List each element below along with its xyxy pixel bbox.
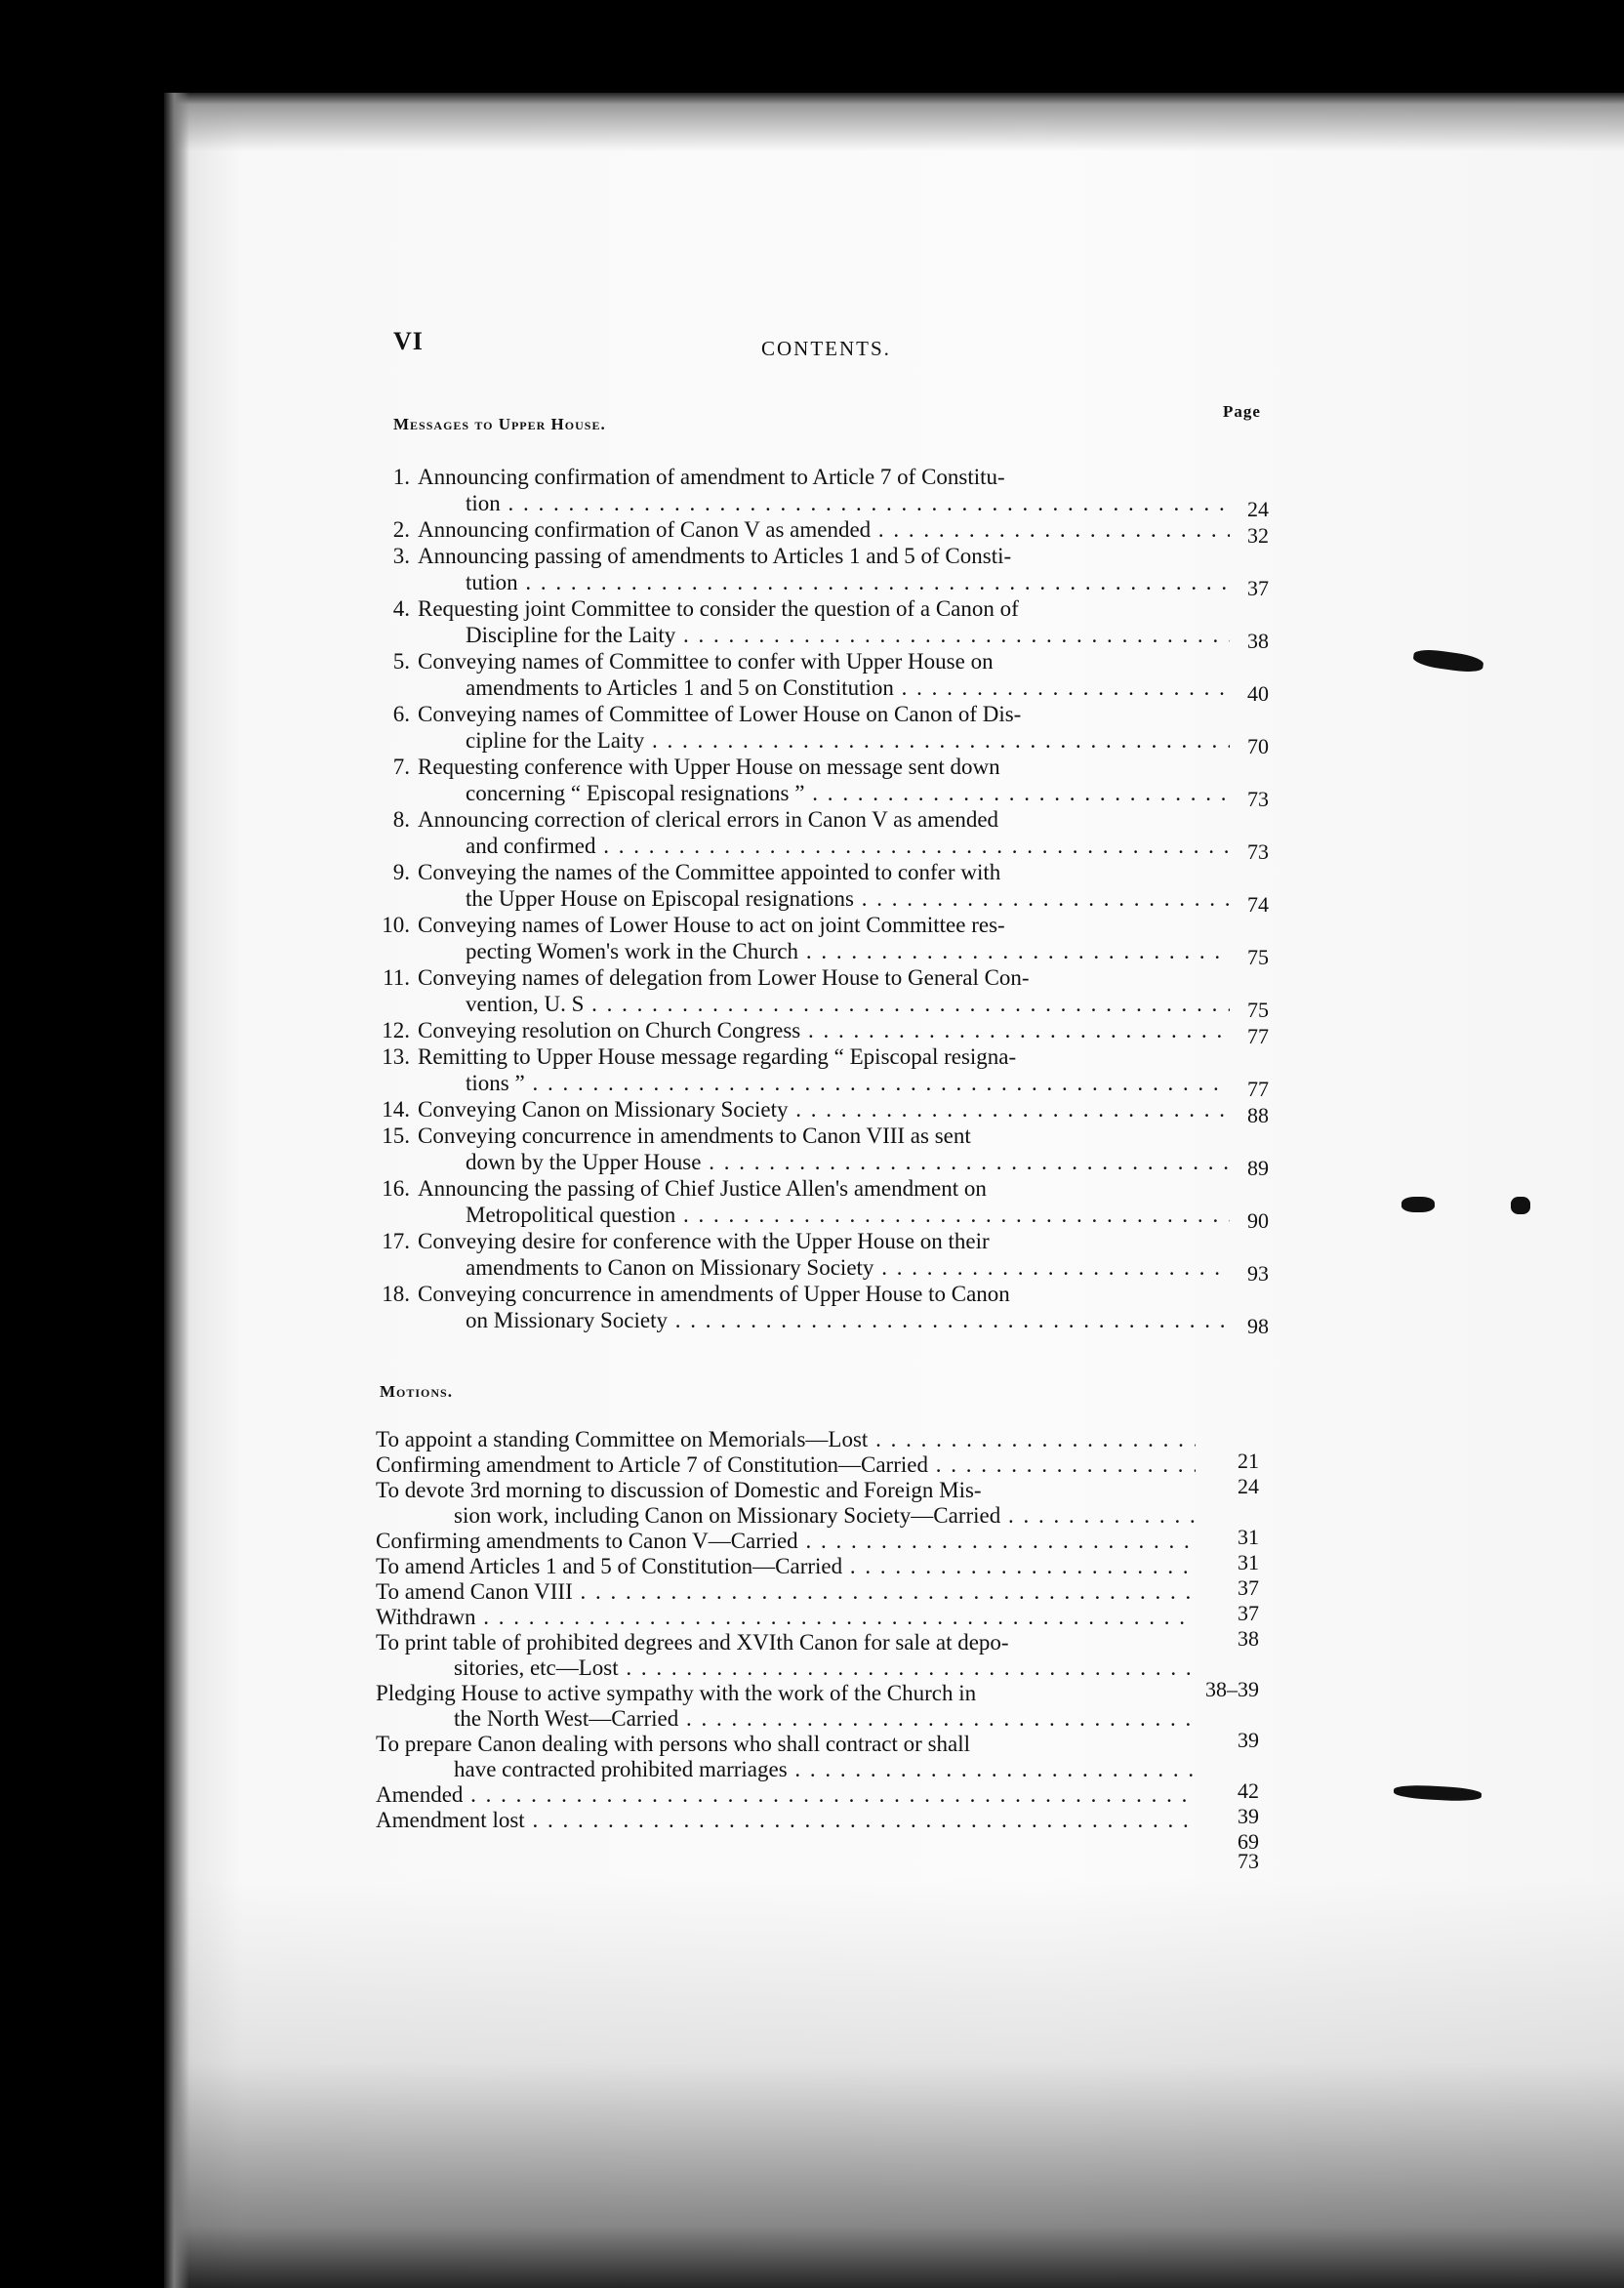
motion-text-line bbox=[376, 1655, 1196, 1681]
entry-text-line bbox=[371, 464, 1230, 490]
dot-leader bbox=[525, 1071, 1230, 1095]
ink-blot bbox=[1511, 1197, 1530, 1214]
motion-title: To appoint a standing Committee on Memorials—Lost bbox=[376, 1427, 869, 1451]
entry-number: 8. bbox=[392, 807, 410, 832]
entry-number: 12. bbox=[382, 1018, 410, 1042]
motion-title: have contracted prohibited marriages bbox=[454, 1757, 788, 1781]
entry-number: 16. bbox=[382, 1176, 410, 1201]
entry-number: 18. bbox=[382, 1282, 410, 1306]
entry-page-ref: 40 bbox=[1247, 681, 1269, 706]
motion-text-line bbox=[376, 1452, 1196, 1478]
entry-title: amendments to Canon on Missionary Society bbox=[466, 1255, 874, 1280]
entry-title: Announcing the passing of Chief Justice Allen's amendment on bbox=[418, 1176, 987, 1201]
section-heading-motions: Motions. bbox=[380, 1382, 453, 1401]
entry-text-line bbox=[371, 622, 1230, 648]
motion-text-line bbox=[376, 1706, 1196, 1732]
dot-leader bbox=[701, 1150, 1230, 1174]
entry-title: Conveying concurrence in amendments to Canon VIII as sent bbox=[418, 1124, 971, 1148]
entry-title: concerning “ Episcopal resignations ” bbox=[466, 781, 805, 805]
message-entry bbox=[371, 648, 1269, 706]
dot-leader bbox=[873, 1255, 1230, 1280]
motion-text-line bbox=[376, 1554, 1196, 1579]
entry-text-line bbox=[371, 1281, 1230, 1307]
page-column-label: Page bbox=[1223, 402, 1261, 421]
entry-text-line bbox=[371, 1149, 1230, 1175]
entry-text-line bbox=[371, 912, 1230, 938]
entry-title: pecting Women's work in the Church bbox=[466, 939, 799, 963]
entry-number: 14. bbox=[382, 1097, 410, 1122]
entry-text-line bbox=[371, 648, 1230, 674]
message-entry bbox=[371, 1096, 1269, 1127]
entry-title: Conveying Canon on Missionary Society bbox=[418, 1097, 789, 1122]
dot-leader bbox=[501, 491, 1230, 515]
dot-leader bbox=[800, 1018, 1230, 1042]
motion-text-line bbox=[376, 1808, 1196, 1833]
motion-page-ref: 73 bbox=[1238, 1849, 1259, 1873]
entry-number: 2. bbox=[392, 517, 410, 542]
dot-leader bbox=[675, 623, 1230, 647]
entry-page-ref: 98 bbox=[1247, 1314, 1269, 1338]
entry-title: on Missionary Society bbox=[466, 1308, 668, 1332]
motion-text-line bbox=[376, 1478, 1196, 1503]
dot-leader bbox=[788, 1757, 1196, 1781]
entry-title: Remitting to Upper House message regarding “ Episcopal resigna- bbox=[418, 1044, 1017, 1069]
motion-page-ref: 42 bbox=[1238, 1778, 1259, 1803]
entry-page-ref: 38 bbox=[1247, 629, 1269, 653]
entry-title: Conveying names of delegation from Lower House to General Con- bbox=[418, 965, 1030, 990]
entry-text-line bbox=[371, 938, 1230, 964]
entry-page-ref: 24 bbox=[1247, 497, 1269, 521]
entry-title: the Upper House on Episcopal resignations bbox=[466, 886, 854, 911]
entry-page-ref: 73 bbox=[1247, 839, 1269, 864]
entry-title: Conveying the names of the Committee appointed to confer with bbox=[418, 860, 1001, 884]
entry-title: tions ” bbox=[466, 1071, 525, 1095]
page-number: VI bbox=[393, 327, 424, 355]
entry-number: 5. bbox=[392, 649, 410, 674]
entry-page-ref: 73 bbox=[1247, 787, 1269, 811]
entry-number: 10. bbox=[382, 913, 410, 937]
motion-page-ref: 31 bbox=[1238, 1525, 1259, 1549]
motion-page-ref: 31 bbox=[1238, 1550, 1259, 1574]
entry-text-line bbox=[371, 833, 1230, 859]
entry-title: vention, U. S bbox=[466, 992, 585, 1016]
entry-page-ref: 74 bbox=[1247, 892, 1269, 917]
message-entry bbox=[371, 701, 1269, 758]
motion-title: sitories, etc—Lost bbox=[454, 1655, 619, 1680]
entry-text-line bbox=[371, 727, 1230, 754]
entry-text-line bbox=[371, 754, 1230, 780]
entry-page-ref: 37 bbox=[1247, 576, 1269, 600]
entry-title: Conveying resolution on Church Congress bbox=[418, 1018, 801, 1042]
motion-title: To prepare Canon dealing with persons who shall contract or shall bbox=[376, 1732, 971, 1756]
scan-edge-top bbox=[164, 93, 1624, 151]
dot-leader bbox=[894, 675, 1230, 700]
entry-title: Conveying names of Committee of Lower House on Canon of Dis- bbox=[418, 702, 1022, 726]
dot-leader bbox=[678, 1706, 1196, 1731]
entry-page-ref: 88 bbox=[1247, 1103, 1269, 1127]
page-title: CONTENTS. bbox=[761, 337, 891, 360]
motion-title: Amendment lost bbox=[376, 1808, 525, 1832]
dot-leader bbox=[463, 1782, 1196, 1807]
entry-text-line bbox=[371, 859, 1230, 885]
entry-text-line bbox=[371, 595, 1230, 622]
entry-text-line bbox=[371, 701, 1230, 727]
entry-title: cipline for the Laity bbox=[466, 728, 645, 753]
motion-title: the North West—Carried bbox=[454, 1706, 679, 1731]
dot-leader bbox=[518, 570, 1230, 594]
entry-title: Announcing correction of clerical errors in Canon V as amended bbox=[418, 807, 999, 832]
entry-title: tution bbox=[466, 570, 518, 594]
entry-number: 7. bbox=[392, 755, 410, 779]
entry-text-line bbox=[371, 1254, 1230, 1281]
ink-blot bbox=[1401, 1197, 1435, 1212]
message-entry bbox=[371, 859, 1269, 917]
motion-text-line bbox=[376, 1503, 1196, 1529]
entry-number: 4. bbox=[392, 596, 410, 621]
motion-title: To print table of prohibited degrees and XVIth Canon for sale at depo- bbox=[376, 1630, 1009, 1655]
motion-title: sion work, including Canon on Missionary Society—Carried bbox=[454, 1503, 1001, 1528]
entry-text-line bbox=[371, 543, 1230, 569]
entry-text-line bbox=[371, 674, 1230, 701]
entry-page-ref: 70 bbox=[1247, 734, 1269, 758]
motion-page-ref: 24 bbox=[1238, 1474, 1259, 1498]
motion-text-line bbox=[376, 1732, 1196, 1757]
motion-title: To amend Canon VIII bbox=[376, 1579, 573, 1604]
motion-text-line bbox=[376, 1681, 1196, 1706]
motion-text-line bbox=[376, 1757, 1196, 1782]
motion-page-ref: 37 bbox=[1238, 1575, 1259, 1600]
motion-title: Amended bbox=[376, 1782, 464, 1807]
entry-text-line bbox=[371, 1307, 1230, 1333]
dot-leader bbox=[871, 517, 1230, 542]
message-entry bbox=[371, 464, 1269, 521]
message-entry bbox=[371, 754, 1269, 811]
motion-text-line bbox=[376, 1529, 1196, 1554]
entry-text-line bbox=[371, 806, 1230, 833]
entry-text-line bbox=[371, 1070, 1230, 1096]
dot-leader bbox=[573, 1579, 1196, 1604]
entry-title: Conveying desire for conference with the Upper House on their bbox=[418, 1229, 990, 1253]
entry-title: Requesting joint Committee to consider the question of a Canon of bbox=[418, 596, 1019, 621]
entry-text-line bbox=[371, 1096, 1230, 1123]
entry-title: Requesting conference with Upper House on message sent down bbox=[418, 755, 1000, 779]
entry-text-line bbox=[371, 991, 1230, 1017]
dot-leader bbox=[798, 1529, 1196, 1553]
entry-text-line bbox=[371, 490, 1230, 516]
entry-title: Conveying names of Committee to confer with Upper House on bbox=[418, 649, 994, 674]
entry-number: 9. bbox=[392, 860, 410, 884]
message-entry bbox=[371, 912, 1269, 969]
motion-title: To amend Articles 1 and 5 of Constitution—Carried bbox=[376, 1554, 843, 1578]
motion-title: Pledging House to active sympathy with the work of the Church in bbox=[376, 1681, 977, 1705]
entry-title: and confirmed bbox=[466, 834, 596, 858]
entry-text-line bbox=[371, 1228, 1230, 1254]
message-entry bbox=[371, 543, 1269, 600]
dot-leader bbox=[668, 1308, 1230, 1332]
message-entry bbox=[371, 516, 1269, 548]
entry-text-line bbox=[371, 1202, 1230, 1228]
motion-text-line bbox=[376, 1579, 1196, 1605]
entry-page-ref: 93 bbox=[1247, 1261, 1269, 1286]
section-heading-messages: Messages to Upper House. bbox=[393, 415, 606, 433]
entry-title: down by the Upper House bbox=[466, 1150, 702, 1174]
entry-number: 13. bbox=[382, 1044, 410, 1069]
motion-text-line bbox=[376, 1605, 1196, 1630]
message-entry bbox=[371, 964, 1269, 1022]
entry-text-line bbox=[371, 1043, 1230, 1070]
entry-text-line bbox=[371, 1017, 1230, 1043]
entry-page-ref: 77 bbox=[1247, 1024, 1269, 1048]
message-entry bbox=[371, 1017, 1269, 1048]
motion-title: Withdrawn bbox=[376, 1605, 476, 1629]
dot-leader bbox=[525, 1808, 1196, 1832]
message-entry bbox=[371, 1123, 1269, 1180]
entry-title: tion bbox=[466, 491, 501, 515]
entry-page-ref: 32 bbox=[1247, 523, 1269, 548]
entry-number: 17. bbox=[382, 1229, 410, 1253]
dot-leader bbox=[788, 1097, 1230, 1122]
message-entry bbox=[371, 1043, 1269, 1101]
dot-leader bbox=[584, 992, 1230, 1016]
dot-leader bbox=[854, 886, 1230, 911]
message-entry bbox=[371, 1281, 1269, 1338]
entry-page-ref: 75 bbox=[1247, 998, 1269, 1022]
entry-text-line bbox=[371, 780, 1230, 806]
entry-title: Conveying names of Lower House to act on joint Committee res- bbox=[418, 913, 1005, 937]
entry-text-line bbox=[371, 964, 1230, 991]
dot-leader bbox=[619, 1655, 1196, 1680]
motion-page-ref: 39 bbox=[1238, 1728, 1259, 1752]
message-entry bbox=[371, 806, 1269, 864]
motion-text-line bbox=[376, 1630, 1196, 1655]
dot-leader bbox=[798, 939, 1230, 963]
entry-text-line bbox=[371, 1123, 1230, 1149]
motion-page-ref: 69 bbox=[1238, 1829, 1259, 1854]
entry-page-ref: 90 bbox=[1247, 1208, 1269, 1233]
motion-title: Confirming amendment to Article 7 of Constitution—Carried bbox=[376, 1452, 928, 1477]
entry-text-line bbox=[371, 569, 1230, 595]
motion-text-line bbox=[376, 1782, 1196, 1808]
entry-number: 1. bbox=[392, 465, 410, 489]
entry-title: amendments to Articles 1 and 5 on Constitution bbox=[466, 675, 894, 700]
entry-text-line bbox=[371, 1175, 1230, 1202]
entry-title: Conveying concurrence in amendments of Upper House to Canon bbox=[418, 1282, 1010, 1306]
motion-page-ref: 39 bbox=[1238, 1804, 1259, 1828]
entry-text-line bbox=[371, 516, 1230, 543]
entry-page-ref: 77 bbox=[1247, 1077, 1269, 1101]
entry-title: Announcing confirmation of Canon V as amended bbox=[418, 517, 872, 542]
dot-leader bbox=[804, 781, 1230, 805]
entry-title: Metropolitical question bbox=[466, 1203, 676, 1227]
motion-page-ref: 38 bbox=[1238, 1626, 1259, 1651]
entry-number: 15. bbox=[382, 1124, 410, 1148]
motion-text-line bbox=[376, 1427, 1196, 1452]
scan-edge-left bbox=[164, 93, 189, 2288]
dot-leader bbox=[476, 1605, 1196, 1629]
dot-leader bbox=[595, 834, 1230, 858]
entry-text-line bbox=[371, 885, 1230, 912]
entry-title: Announcing passing of amendments to Articles 1 and 5 of Consti- bbox=[418, 544, 1012, 568]
motion-page-ref: 37 bbox=[1238, 1601, 1259, 1625]
motion-title: Confirming amendments to Canon V—Carried bbox=[376, 1529, 798, 1553]
entry-title: Announcing confirmation of amendment to Article 7 of Constitu- bbox=[418, 465, 1005, 489]
entry-number: 6. bbox=[392, 702, 410, 726]
dot-leader bbox=[644, 728, 1230, 753]
entry-page-ref: 89 bbox=[1247, 1156, 1269, 1180]
message-entry bbox=[371, 595, 1269, 653]
dot-leader bbox=[842, 1554, 1196, 1578]
motion-title: To devote 3rd morning to discussion of Domestic and Foreign Mis- bbox=[376, 1478, 982, 1502]
message-entry bbox=[371, 1175, 1269, 1233]
dot-leader bbox=[868, 1427, 1196, 1451]
entry-number: 3. bbox=[392, 544, 410, 568]
entry-number: 11. bbox=[383, 965, 410, 990]
motion-page-ref: 21 bbox=[1238, 1449, 1259, 1473]
entry-page-ref: 75 bbox=[1247, 945, 1269, 969]
dot-leader bbox=[675, 1203, 1230, 1227]
entry-title: Discipline for the Laity bbox=[466, 623, 676, 647]
motion-page-ref: 38–39 bbox=[1205, 1677, 1259, 1701]
message-entry bbox=[371, 1228, 1269, 1286]
